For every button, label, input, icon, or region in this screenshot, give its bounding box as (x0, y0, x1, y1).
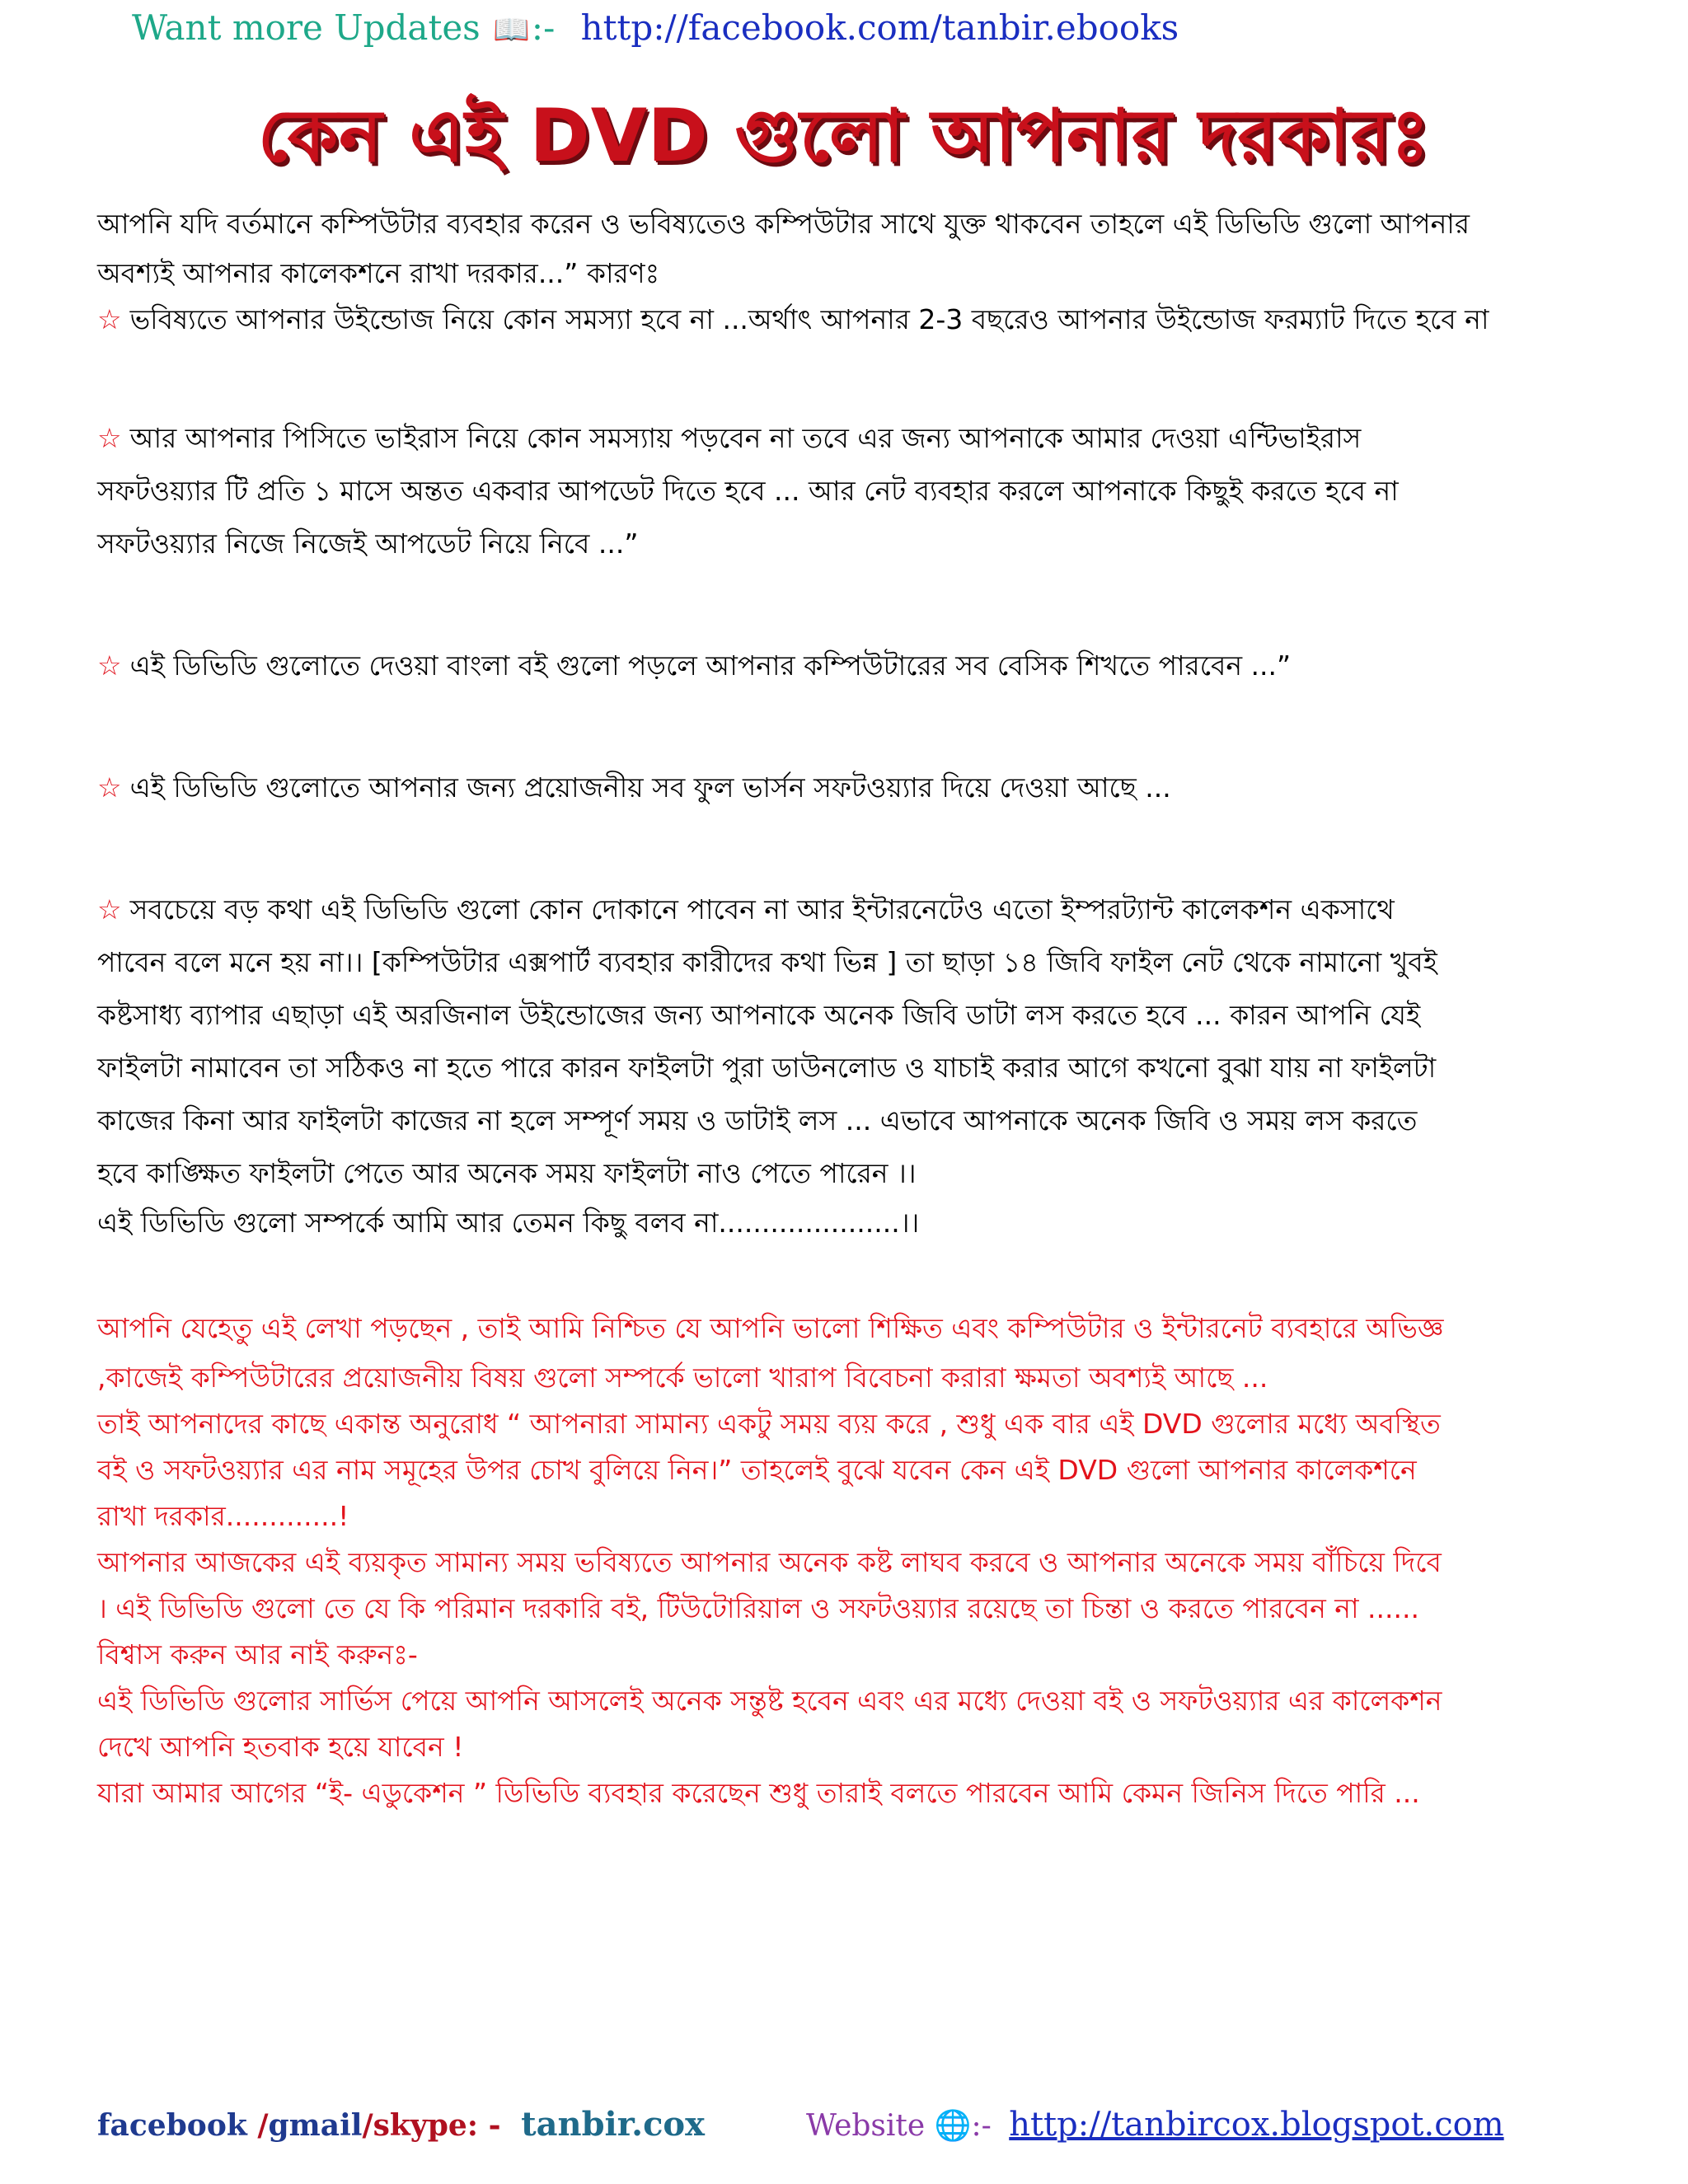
bullet-point (97, 640, 1589, 692)
star-icon: ☆ (97, 771, 122, 804)
red-paragraph-line: বই ও সফটওয়্যার এর নাম সমূহের উপর চোখ বুলিয়ে নিন।” তাহলেই বুঝে যবেন কেন এই DVD গুলো আপনার কালেকশনে (97, 1454, 1417, 1486)
contact-info (97, 2100, 705, 2150)
bullet-text: আর আপনার পিসিতে ভাইরাস নিয়ে কোন সমস্যায় পড়বেন না তবে এর জন্য আপনাকে আমার দেওয়া এন্টিভাইরাস (129, 422, 1362, 454)
bullet-text: এই ডিভিডি গুলোতে দেওয়া বাংলা বই গুলো পড়লে আপনার কম্পিউটারের সব বেসিক শিখতে পারবেন ...” (129, 649, 1292, 682)
contact-handle: tanbir.cox (521, 2105, 705, 2144)
gmail-label: gmail (268, 2108, 363, 2143)
star-icon: ☆ (97, 649, 122, 682)
bullet-text: কষ্টসাধ্য ব্যাপার এছাড়া এই অরজিনাল উইন্ডোজের জন্য আপনাকে অনেক জিবি ডাটা লস করতে হবে ... কারন আপনি যেই (97, 999, 1421, 1031)
page-footer (97, 2100, 1589, 2149)
website-link[interactable]: http://tanbircox.blogspot.com (1009, 2106, 1504, 2144)
facebook-link[interactable]: http://facebook.com/tanbir.ebooks (580, 7, 1179, 48)
page-header (132, 3, 1179, 53)
bullet-point (97, 762, 1589, 814)
bullet-text: সবচেয়ে বড় কথা এই ডিভিডি গুলো কোন দোকানে পাবেন না আর ইন্টারনেটেও এতো ইম্পরট্যান্ট কালেকশন একসাথে (129, 893, 1395, 926)
red-paragraph-line: যারা আমার আগের “ই- এডুকেশন ” ডিভিডি ব্যবহার করেছেন শুধু তারাই বলতে পারবেন আমি কেমন জিনিস দিতে পারি ... (97, 1777, 1420, 1809)
document-body (97, 198, 1589, 1816)
star-icon: ☆ (97, 893, 122, 926)
website-label: Website (806, 2109, 926, 2143)
bullet-text: কাজের কিনা আর ফাইলটা কাজের না হলে সম্পূর্ণ সময় ও ডাটাই লস ... এভাবে আপনাকে অনেক জিবি ও সময় লস করতে (97, 1104, 1418, 1137)
separator: / (362, 2108, 373, 2143)
website-info (806, 2100, 1504, 2151)
bullet-text: সফটওয়্যার টি প্রতি ১ মাসে অন্তত একবার আপডেট দিতে হবে ... আর নেট ব্যবহার করলে আপনাকে কিছুই করতে হবে না (97, 475, 1399, 507)
red-paragraph-line: এই ডিভিডি গুলোর সার্ভিস পেয়ে আপনি আসলেই অনেক সন্তুষ্ট হবেন এবং এর মধ্যে দেওয়া বই ও সফটওয়্যার এর কালেকশন (97, 1685, 1442, 1717)
bullet-text: ভবিষ্যতে আপনার উইন্ডোজ নিয়ে কোন সমস্যা হবে না ...অর্থাৎ আপনার 2-3 বছরেও আপনার উইন্ডোজ ফরম্যাট দিতে হবে না (129, 303, 1489, 335)
book-icon: 📖 (493, 13, 530, 47)
skype-label: skype: - (373, 2108, 501, 2143)
red-paragraph-line: ,কাজেই কম্পিউটারের প্রয়োজনীয় বিষয় গুলো সম্পর্কে ভালো খারাপ বিবেচনা করারা ক্ষমতা অবশ্যই আছে ... (97, 1361, 1268, 1394)
bullet-text: হবে কাঙ্ক্ষিত ফাইলটা পেতে আর অনেক সময় ফাইলটা নাও পেতে পারেন ।। (97, 1157, 917, 1189)
intro-line: আপনি যদি বর্তমানে কম্পিউটার ব্যবহার করেন ও ভবিষ্যতেও কম্পিউটার সাথে যুক্ত থাকবেন তাহলে এই ডিভিডি গুলো আপনার (97, 208, 1470, 240)
page-title: কেন এই DVD গুলো আপনার দরকারঃ (257, 93, 1431, 178)
globe-icon: 🌐 (934, 2109, 972, 2143)
intro-line: অবশ্যই আপনার কালেকশনে রাখা দরকার...” কারণঃ (97, 257, 660, 289)
website-separator: :- (971, 2109, 992, 2143)
star-icon: ☆ (97, 422, 122, 454)
star-icon: ☆ (97, 303, 122, 335)
bullet-point (97, 883, 1589, 936)
header-label: Want more Updates (132, 7, 481, 48)
red-paragraph-line: তাই আপনাদের কাছে একান্ত অনুরোধ “ আপনারা সামান্য একটু সময় ব্যয় করে , শুধু এক বার এই DVD গুলোর মধ্যে অবস্থিত (97, 1408, 1441, 1440)
red-paragraph-line: বিশ্বাস করুন আর নাই করুনঃ- (97, 1638, 418, 1671)
red-paragraph-line: আপনার আজকের এই ব্যয়কৃত সামান্য সময় ভবিষ্যতে আপনার অনেক কষ্ট লাঘব করবে ও আপনার অনেকে সময় বাঁচিয়ে দিবে (97, 1546, 1442, 1578)
separator: / (257, 2108, 269, 2143)
closing-line: এই ডিভিডি গুলো সম্পর্কে আমি আর তেমন কিছু বলব না.....................।। (97, 1207, 920, 1239)
red-paragraph-line: রাখা দরকার.............! (97, 1500, 349, 1532)
bullet-text: ফাইলটা নামাবেন তা সঠিকও না হতে পারে কারন ফাইলটা পুরা ডাউনলোড ও যাচাই করার আগে কখনো বুঝা যায় না ফাইলটা (97, 1052, 1437, 1084)
red-paragraph-line: । এই ডিভিডি গুলো তে যে কি পরিমান দরকারি বই, টিউটোরিয়াল ও সফটওয়্যার রয়েছে তা চিন্তা ও করতে পারবেন না ...... (97, 1592, 1419, 1624)
bullet-text: পাবেন বলে মনে হয় না।। [কম্পিউটার এক্সপার্ট ব্যবহার কারীদের কথা ভিন্ন ] তা ছাড়া ১৪ জিবি ফাইল নেট থেকে নামানো খুবই (97, 946, 1437, 978)
bullet-text: এই ডিভিডি গুলোতে আপনার জন্য প্রয়োজনীয় সব ফুল ভার্সন সফটওয়্যার দিয়ে দেওয়া আছে ... (129, 771, 1171, 804)
header-separator: :- (531, 7, 556, 48)
bullet-point (97, 297, 1589, 343)
red-paragraph-line: দেখে আপনি হতবাক হয়ে যাবেন ! (97, 1731, 464, 1763)
facebook-label: facebook (97, 2108, 247, 2143)
bullet-text: সফটওয়্যার নিজে নিজেই আপডেট নিয়ে নিবে ...” (97, 527, 639, 560)
red-paragraph-line: আপনি যেহেতু এই লেখা পড়ছেন , তাই আমি নিশ্চিত যে আপনি ভালো শিক্ষিত এবং কম্পিউটার ও ইন্টারনেট ব্যবহারে অভিজ্ঞ (97, 1312, 1444, 1344)
bullet-point (97, 412, 1589, 465)
